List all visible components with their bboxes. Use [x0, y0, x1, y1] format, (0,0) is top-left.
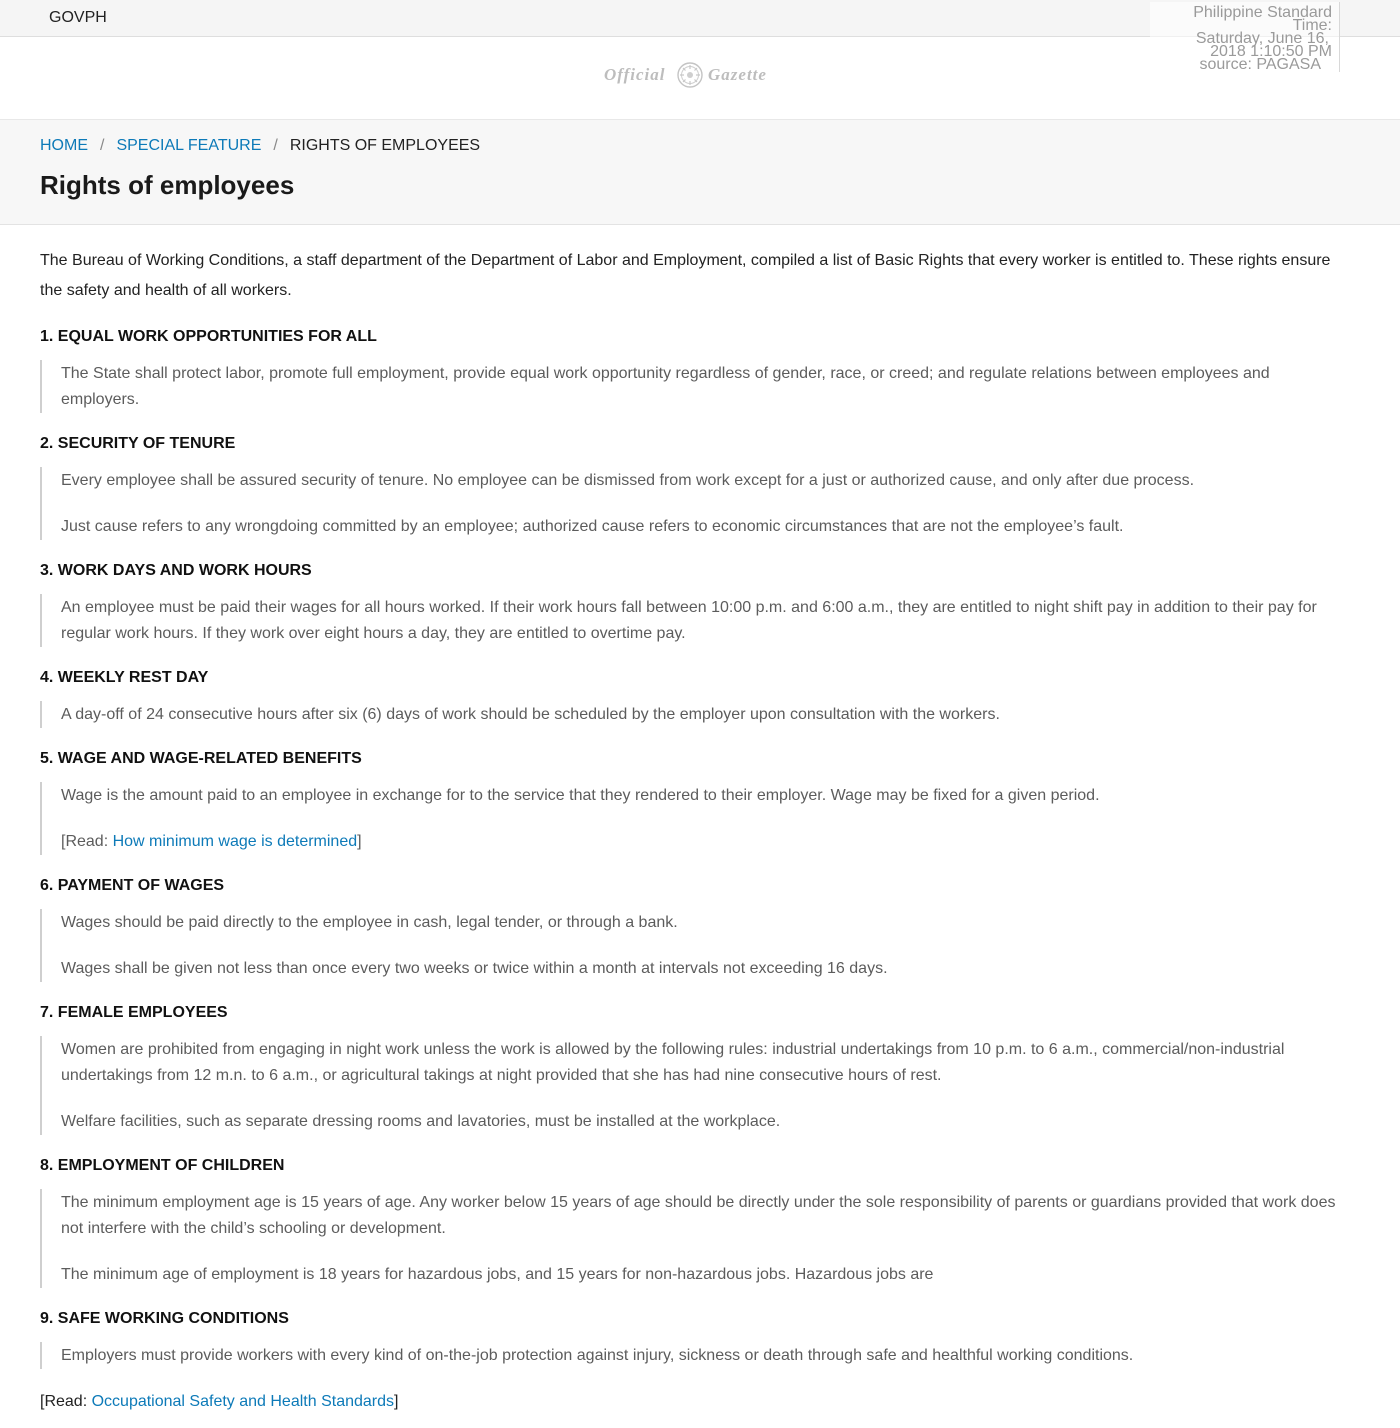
section-paragraph: Wage is the amount paid to an employee in exchange for to the service that they rendered to their employer. Wage may be fixed for a given period. — [61, 787, 1100, 804]
logo-word-official: Official — [604, 65, 666, 84]
section-paragraph: Every employee shall be assured security of tenure. No employee can be dismissed from work except for a just or authorized cause, and only after due process. — [61, 472, 1195, 489]
section-blockquote — [40, 1189, 1340, 1288]
read-suffix: ] — [394, 1393, 399, 1410]
section-heading: 2. SECURITY OF TENURE — [40, 435, 236, 452]
page-header — [0, 119, 1400, 225]
section-female-employees — [40, 1002, 1340, 1135]
section-blockquote — [40, 782, 1340, 855]
logo-word-gazette: Gazette — [708, 65, 767, 84]
section-heading: 1. EQUAL WORK OPPORTUNITIES FOR ALL — [40, 328, 377, 345]
section-blockquote — [40, 1342, 1340, 1369]
section-blockquote — [40, 467, 1340, 540]
philippine-standard-time-widget — [1150, 2, 1340, 72]
section-heading: 3. WORK DAYS AND WORK HOURS — [40, 562, 312, 579]
pst-source: source: PAGASA — [1199, 56, 1321, 72]
pst-line-1: Philippine Standard — [1193, 4, 1332, 21]
official-gazette-logo[interactable] — [604, 60, 778, 92]
section-paragraph: The minimum age of employment is 18 years for hazardous jobs, and 15 years for non-hazardous jobs. Hazardous jobs are — [61, 1266, 934, 1283]
govph-link[interactable]: GOVPH — [49, 9, 107, 26]
section-paragraph: The State shall protect labor, promote full employment, provide equal work opportunity regardless of gender, race, or creed; and regulate relations between employees and employers. — [61, 365, 1270, 408]
section-equal-work-opportunities — [40, 326, 1340, 413]
read-prefix: [Read: — [40, 1393, 92, 1410]
section-weekly-rest-day — [40, 667, 1340, 728]
section-paragraph: The minimum employment age is 15 years of age. Any worker below 15 years of age should be directly under the sole responsibility of parents or guardians provided that work does not interfere with the child’s schooling or development. — [61, 1194, 1336, 1237]
pst-line-3: Saturday, June 16, — [1195, 30, 1329, 47]
intro-paragraph: The Bureau of Working Conditions, a staff department of the Department of Labor and Employment, compiled a list of Basic Rights that every worker is entitled to. These rights ensure the safety and health of all workers. — [40, 252, 1331, 299]
section-blockquote — [40, 909, 1340, 982]
section-paragraph: An employee must be paid their wages for all hours worked. If their work hours fall between 10:00 p.m. and 6:00 a.m., they are entitled to night shift pay in addition to their pay for regular work hours. If they work over eight hours a day, they are entitled to overtime pay. — [61, 599, 1317, 642]
section-payment-of-wages — [40, 875, 1340, 982]
section-heading: 8. EMPLOYMENT OF CHILDREN — [40, 1157, 285, 1174]
section-safe-working-conditions — [40, 1308, 1340, 1369]
breadcrumb-separator: / — [273, 137, 278, 154]
breadcrumb-special-feature[interactable]: SPECIAL FEATURE — [116, 137, 262, 154]
section-blockquote — [40, 1036, 1340, 1135]
section-paragraph: Wages shall be given not less than once every two weeks or twice within a month at intervals not exceeding 16 days. — [61, 960, 888, 977]
section-heading: 7. FEMALE EMPLOYEES — [40, 1004, 228, 1021]
breadcrumb — [40, 137, 480, 155]
article-content — [40, 246, 1340, 1415]
section-work-days-and-hours — [40, 560, 1340, 647]
section-wage-benefits — [40, 748, 1340, 855]
section-heading: 6. PAYMENT OF WAGES — [40, 877, 225, 894]
section-heading: 9. SAFE WORKING CONDITIONS — [40, 1310, 289, 1327]
minimum-wage-link[interactable]: How minimum wage is determined — [112, 833, 358, 850]
section-blockquote — [40, 701, 1340, 728]
section-paragraph: Wages should be paid directly to the employee in cash, legal tender, or through a bank. — [61, 914, 678, 931]
read-more-line — [61, 829, 1340, 855]
section-paragraph: Employers must provide workers with every kind of on-the-job protection against injury, sickness or death through safe and healthful working conditions. — [61, 1347, 1134, 1364]
section-heading: 5. WAGE AND WAGE-RELATED BENEFITS — [40, 750, 362, 767]
oshs-link[interactable]: Occupational Safety and Health Standards — [91, 1393, 395, 1410]
section-employment-of-children — [40, 1155, 1340, 1288]
breadcrumb-current: RIGHTS OF EMPLOYEES — [289, 137, 481, 154]
section-blockquote — [40, 594, 1340, 647]
section-paragraph: Welfare facilities, such as separate dressing rooms and lavatories, must be installed at the workplace. — [61, 1113, 781, 1130]
pst-line-2: Time: — [1292, 17, 1332, 34]
breadcrumb-separator: / — [100, 137, 105, 154]
section-paragraph: Just cause refers to any wrongdoing committed by an employee; authorized cause refers to economic circumstances that are not the employee’s fault. — [61, 518, 1124, 535]
pst-line-4: 2018 1:10:50 PM — [1210, 43, 1332, 60]
section-paragraph: Women are prohibited from engaging in night work unless the work is allowed by the following rules: industrial undertakings from 10 p.m. to 6 a.m., commercial/non-industrial undertakings from 12 m.n. to 6 a.m., or agricultural takings at night provided that she has had nine consecutive hours of rest. — [61, 1041, 1285, 1084]
seal-icon — [676, 61, 704, 89]
section-paragraph: A day-off of 24 consecutive hours after six (6) days of work should be scheduled by the employer upon consultation with the workers. — [61, 706, 1000, 723]
section-heading: 4. WEEKLY REST DAY — [40, 669, 209, 686]
final-read-more-line — [40, 1389, 1340, 1415]
breadcrumb-home[interactable]: HOME — [40, 137, 88, 154]
section-blockquote — [40, 360, 1340, 413]
read-suffix: ] — [357, 833, 362, 850]
read-prefix: [Read: — [61, 833, 113, 850]
section-security-of-tenure — [40, 433, 1340, 540]
page-title: Rights of employees — [40, 170, 295, 200]
